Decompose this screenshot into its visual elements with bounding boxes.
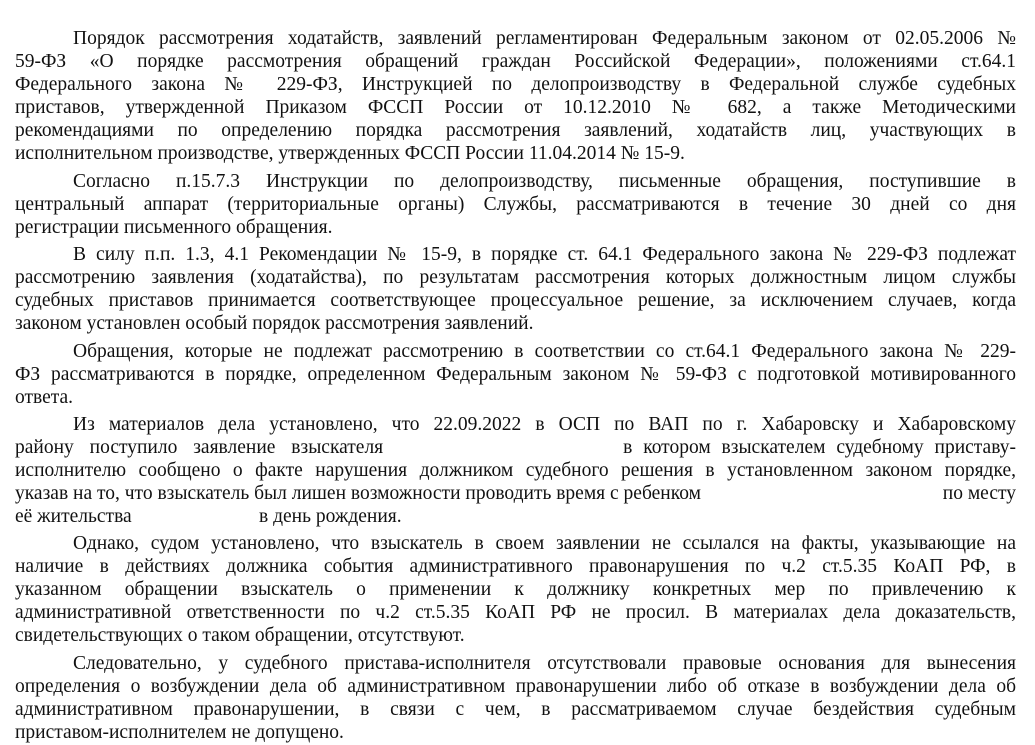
text-segment: в день рождения.	[259, 506, 402, 527]
text-line: административном правонарушении, в связи с чем, в рассматриваемом случае бездействия судебным	[15, 699, 1016, 720]
text-line: исполнительном производстве, утвержденных ФССП России 11.04.2014 № 15-9.	[15, 143, 685, 164]
text-line: Из материалов дела установлено, что 22.09.2022 в ОСП по ВАП по г. Хабаровску и Хабаровскому	[73, 414, 1016, 435]
text-line: Порядок рассмотрения ходатайств, заявлений регламентирован Федеральным законом от 02.05.2006 №	[73, 28, 1016, 49]
text-line: приставов, утвержденной Приказом ФССП России от 10.12.2010 № 682, а также Методическими	[15, 97, 1016, 118]
text-line: В силу п.п. 1.3, 4.1 Рекомендации № 15-9, в порядке ст. 64.1 Федерального закона № 229-ФЗ подлежат	[73, 244, 1016, 265]
text-line	[15, 436, 1016, 459]
text-segment: её жительства	[15, 506, 132, 527]
text-line: административной ответственности по ч.2 ст.5.35 КоАП РФ не просил. В материалах дела доказательств,	[15, 602, 1016, 623]
text-line: свидетельствующих о таком обращении, отсутствуют.	[15, 625, 465, 646]
text-line	[15, 505, 1016, 528]
text-line: Федерального закона № 229-ФЗ, Инструкцией по делопроизводству в Федеральной службе судебных	[15, 74, 1016, 95]
text-line: рассмотрению заявления (ходатайства), по результатам рассмотрения которых должностным лицом службы	[15, 267, 1016, 288]
text-line: центральный аппарат (территориальные органы) Службы, рассматриваются в течение 30 дней со дня	[15, 194, 1016, 215]
text-line: законом установлен особый порядок рассмотрения заявлений.	[15, 313, 534, 334]
text-line: Обращения, которые не подлежат рассмотрению в соответствии со ст.64.1 Федерального закона № 229-	[73, 341, 1016, 362]
text-line: Согласно п.15.7.3 Инструкции по делопроизводству, письменные обращения, поступившие в	[73, 171, 1016, 192]
text-line: наличие в действиях должника события административного правонарушения по ч.2 ст.5.35 КоАП РФ, в	[15, 556, 1016, 577]
text-line: исполнителю сообщено о факте нарушения должником судебного решения в установленном законом порядке,	[15, 460, 1016, 481]
text-line: 59-ФЗ «О порядке рассмотрения обращений граждан Российской Федерации», положениями ст.64.1	[15, 51, 1016, 72]
text-line: рекомендациями по определению порядка рассмотрения заявлений, ходатайств лиц, участвующих в	[15, 120, 1016, 141]
redacted-name	[425, 438, 575, 457]
text-segment: в котором взыскателем судебному приставу-	[623, 437, 1016, 458]
text-line: ответа.	[15, 387, 74, 408]
text-segment: по месту	[942, 483, 1016, 504]
text-segment: району поступило заявление взыскателя	[15, 437, 384, 458]
text-segment: указав на то, что взыскатель был лишен возможности проводить время с ребенком	[15, 483, 701, 504]
text-line: Следовательно, у судебного пристава-исполнителя отсутствовали правовые основания для вынесения	[73, 653, 1016, 674]
text-line: ФЗ рассматриваются в порядке, определенном Федеральным законом № 59-ФЗ с подготовкой мотивированного	[15, 364, 1016, 385]
text-line: Однако, судом установлено, что взыскатель в своем заявлении не ссылался на факты, указывающие на	[73, 533, 1016, 554]
text-line	[15, 482, 1016, 505]
text-line: указанном обращении взыскатель о применении к должнику конкретных мер по привлечению к	[15, 579, 1016, 600]
redacted-name	[145, 507, 253, 526]
redacted-name	[780, 484, 930, 503]
text-line: приставом-исполнителем не допущено.	[15, 722, 344, 743]
text-line: судебных приставов принимается соответствующее процессуальное решение, за исключением случаев, когда	[15, 290, 1016, 311]
text-line: регистрации письменного обращения.	[15, 217, 333, 238]
text-line: определения о возбуждении дела об административном правонарушении либо об отказе в возбуждении дела об	[15, 676, 1016, 697]
